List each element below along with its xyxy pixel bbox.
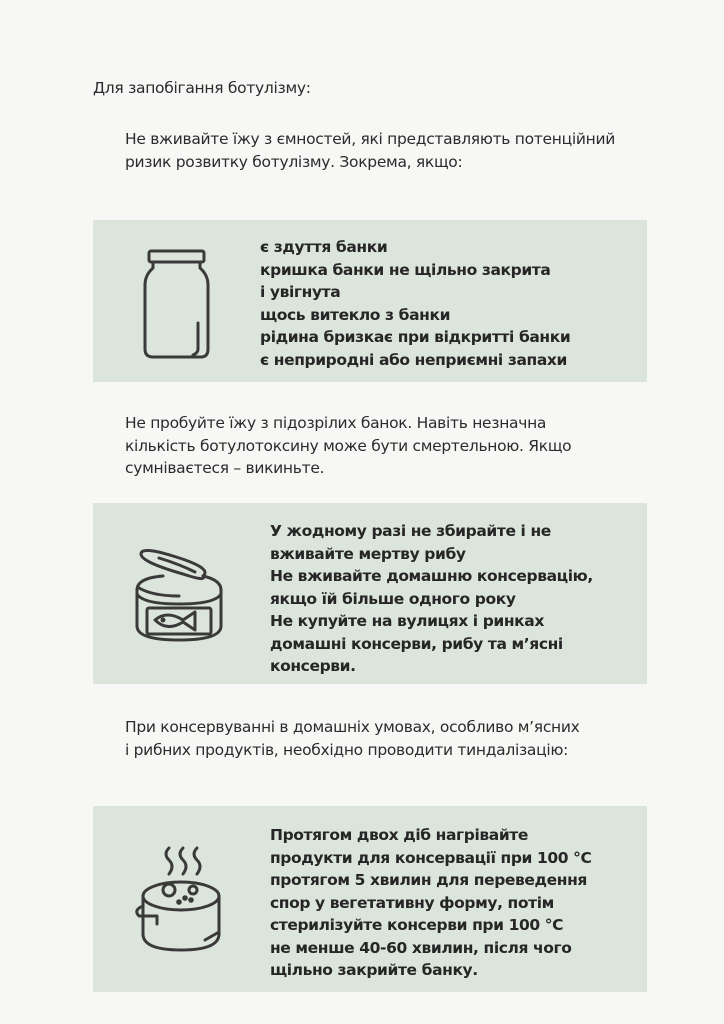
list-line: Не вживайте домашню консервацію, [270, 567, 593, 585]
list-line: щільно закрийте банку. [270, 961, 478, 979]
text-line: сумніваєтеся – викиньте. [125, 459, 325, 477]
paragraph-risk-containers [125, 128, 615, 173]
fish-advice-list [270, 520, 593, 678]
list-line: стерилізуйте консерви при 100 °C [270, 916, 564, 934]
text-line: Не пробуйте їжу з підозрілих банок. Навіть незначна [125, 414, 547, 432]
paragraph-home-canning [125, 716, 580, 761]
list-line: Не купуйте на вулицях і ринках [270, 612, 544, 630]
list-line: є здуття банки [260, 238, 388, 256]
list-line: продукти для консервації при 100 °C [270, 848, 592, 867]
list-line: вживайте мертву рибу [270, 544, 466, 563]
warning-signs-list [260, 236, 570, 371]
list-line: якщо їй більше одного року [270, 589, 516, 608]
text-line: і рибних продуктів, необхідно проводити тиндалізацію: [125, 740, 569, 759]
list-line: протягом 5 хвилин для переведення [270, 871, 587, 889]
list-line: і увігнута [260, 283, 341, 301]
info-box-boiling-pot [93, 806, 647, 992]
list-line: Протягом двох діб нагрівайте [270, 826, 528, 844]
info-box-fish-can [93, 503, 647, 684]
list-line: щось витекло з банки [260, 305, 451, 324]
list-line: рідина бризкає при відкритті банки [260, 328, 571, 346]
list-line: домашні консерви, рибу та м’ясні [270, 634, 563, 653]
boiling-pot-icon [135, 846, 227, 954]
fish-can-icon [133, 548, 225, 644]
text-line: кількість ботулотоксину може бути смертельною. Якщо [125, 436, 572, 455]
list-line: спор у вегетативну форму, потім [270, 893, 554, 912]
jar-icon [143, 245, 213, 361]
text-line: При консервуванні в домашніх умовах, особливо м’ясних [125, 718, 580, 736]
list-line: консерви. [270, 657, 356, 675]
tyndallization-instructions [270, 824, 591, 982]
list-line: кришка банки не щільно закрита [260, 260, 551, 279]
paragraph-suspicious-cans [125, 412, 571, 480]
page-heading: Для запобігання ботулізму: [93, 79, 311, 97]
text-line: Не вживайте їжу з ємностей, які представляють потенційний [125, 130, 615, 148]
list-line: є неприродні або неприємні запахи [260, 350, 567, 369]
list-line: не менше 40-60 хвилин, після чого [270, 938, 572, 957]
text-line: ризик розвитку ботулізму. Зокрема, якщо: [125, 152, 463, 171]
info-box-jar [93, 220, 647, 382]
list-line: У жодному разі не збирайте і не [270, 522, 551, 540]
